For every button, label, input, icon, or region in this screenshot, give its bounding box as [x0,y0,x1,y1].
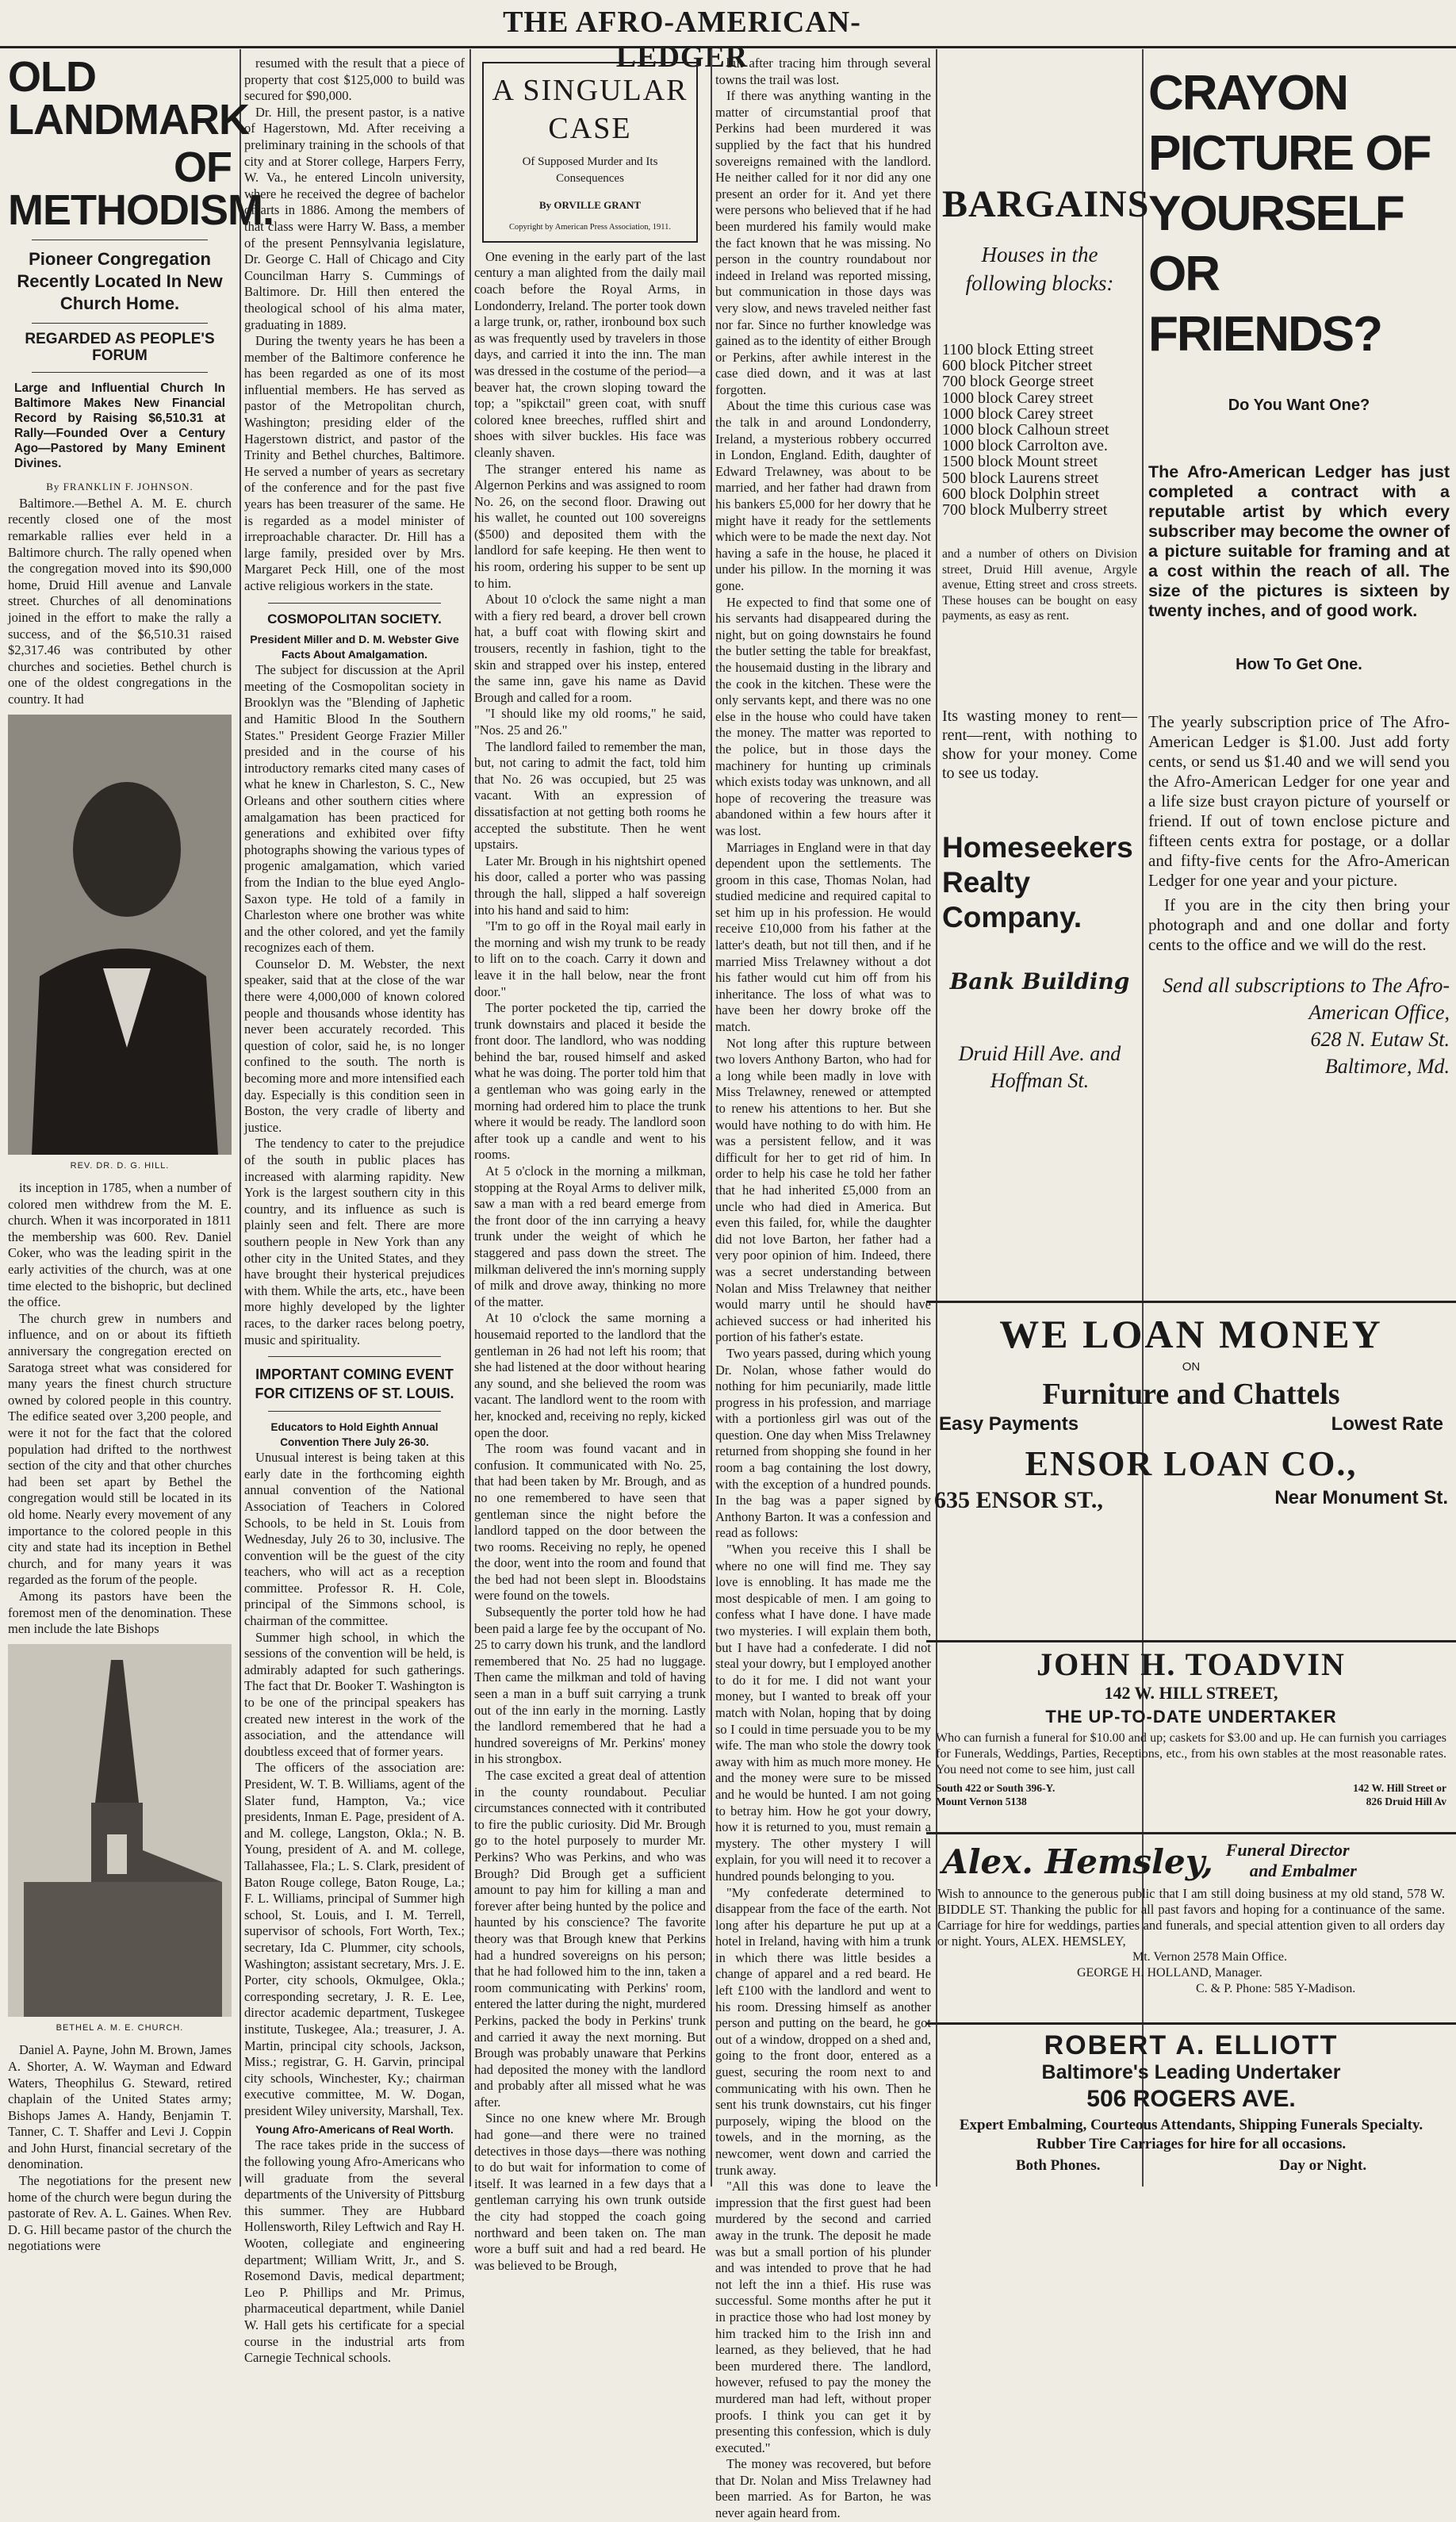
contact-line: Mt. Vernon 2578 Main Office. [1132,1950,1287,1964]
hemsley-body: Wish to announce to the generous public that I am still doing business at my old stand, 578 W. BIDDLE ST. Thanking the public for all past favors and hoping for a continuance of the same. Carriage for hire for weddings, parties and funerals, and special attention given to all orders day or night. Yours, ALEX. HEMSLEY, [937,1886,1445,1949]
paragraph: "I'm to go off in the Royal mail early in the morning and wish my trunk to be ready to lift on to the coach. Carry it down and leave it in the hall below, near the front door." [474,918,706,999]
paragraph: If there was anything wanting in the matter of circumstantial proof that Perkins had been murdered it was supplied by the fact that his hundred sovereigns remained with the landlord. He neither called for it nor did any one present an order for it. And yet there were persons who believed that if he had been murdered his family would make the fact known that he was missing. No person in the country roundabout nor indeed in Ireland was reported missing, but communication in those days was very slow, and news traveled neither fast nor far. Since no further knowledge was gained as to the identity of either Brough or Perkins, after awhile interest in the case died down, and it was at last forgotten. [715,88,931,397]
bargains-address [942,1041,1137,1094]
portrait-caption: REV. DR. D. G. HILL. [70,1160,170,1171]
paragraph: The officers of the association are: President, W. T. B. Williams, agent of the Slater fund, Hampton, Va.; vice presidents, Inman E. Page, president of A. and M. college, Langston, Okla.; N. B. Young, president of A. and M. college, Tallahassee, Fla.; L. S. Clark, president of Baton Rouge college, Baton Rouge, La.; F. L. Williams, principal of Summer high school, St. Louis, and I. M. Terrell, supervisor of schools, Fort Worth, Tex.; secretary, Ida C. Plummer, city schools, Washington; assistant secretary, Mrs. J. E. Porter, city schools, Okmulgee, Okla.; corresponding secretary, J. R. E. Lee, director academic department, Tuskegee institute, Tuskegee, Ala.; treasurer, J. A. Martin, principal city schools, Jackson, Miss.; registrar, G. H. Garvin, principal city schools, Winchester, Ky.; chairman executive committee, M. W. Dogan, president Wiley university, Marshall, Tex. [244,1760,465,2118]
toadvin-street: 142 W. HILL STREET, [1104,1683,1278,1703]
paragraph: During the twenty years he has been a member of the Baltimore conference he has been regarded as one of its most influential members. He has served as pastor of the Metropolitan church, Washington; presiding elder of the Hagerstown district, and pastor of the Trinity and Bethel churches, Baltimore. He served a number of years as secretary of the conference and for the past five years has been treasurer of the same. He is regarded as a model minister of irreproachable character. Dr. Hill has a large family, presided over by Mrs. Margaret Peck Hill, one of the most active religious workers in the state. [244,333,465,593]
column-rule [469,49,471,2187]
toadvin-body: Who can furnish a funeral for $10.00 and up; caskets for $3.00 and up. He can furnish you carriages for Funerals, Weddings, Parties, Receptions, etc., from his own stables at the most reasonable rates. You need not come to see him, just call [936,1731,1446,1777]
story-copyright: Copyright by American Press Association, 1911. [508,222,672,232]
story-byline: By ORVILLE GRANT [538,199,642,212]
deck-st-louis: Educators to Hold Eighth Annual Convention There July 26-30. [270,1421,439,1449]
church-caption: BETHEL A. M. E. CHURCH. [56,2022,184,2033]
paragraph: "When you receive this I shall be where no one will find me. They say love is ennobling. It has made me the most despicable of men. I am going to confess what I have done. I have made two mysteries. I will explain them both, but I have had a confederate. I did not steal your dowry, but I employed another to do it for me. I did not want your money, but I wanted to break off your match with Nolan, hoping that by doing so I could in time persuade you to be my wife. The man who stole the dowry took away with him as much more money. He and the money were sure to be missed and he would be hunted. I am not going to betray him. How he got your dowry, how it is returned to you, must remain a mystery. The other mystery I will explain, for you will need it to recover a hundred pounds belonging to you. [715,1542,931,1884]
crayon-city: If you are in the city then bring your photograph and and one dollar and forty cents to the office and we will do the rest. [1148,895,1450,954]
company-name-line: Realty [942,865,1031,899]
paragraph: Summer high school, in which the sessions of the convention will be held, is admirably adapted for such gatherings. The fact that Dr. Booker T. Washington is to be one of the principal speakers has created new interest in the work of the association, and the attendance will doubtless exceed that of former years. [244,1629,465,1759]
paragraph: The case excited a great deal of attention in the county roundabout. Peculiar circumstances connected with it contributed to fire the public curiosity. Did Mr. Brough go to the hotel purposely to murder Mr. Perkins? Who was Perkins, and who was Brough? Did Brough get a sufficient amount to pay him for killing a man and forever after being hunted by the police and haunted by his conscience? The favorite theory was that Brough knew that Perkins had a hundred sovereigns on his person; that he had followed him to the inn, taken a room communicating with Perkins' room, entered the latter during the night, murdered Perkins, packed the body in Perkins' trunk and carried it away the next morning. But Brough was probably unaware that Perkins had deposited the money with the landlord and probably after all missed what he was after. [474,1768,706,2110]
loan-title: WE LOAN MONEY [999,1312,1383,1356]
hemsley-header [926,1840,1456,1881]
byline: By FRANKLIN F. JOHNSON. [46,481,193,493]
company-name-line: Homeseekers [942,830,1133,864]
paragraph: but after tracing him through several towns the trail was lost. [715,56,931,87]
column-3 [474,56,706,2273]
crayon-title-line: PICTURE OF [1148,126,1431,181]
paragraph: The negotiations for the present new home of the church were begun during the pastorate of Rev. A. L. Gaines. When Rev. D. G. Hill became pastor of the church the negotiations were [8,2173,232,2254]
masthead: THE AFRO-AMERICAN-LEDGER [503,6,861,74]
column-rule [239,49,241,2187]
paragraph: "All this was done to leave the impression that the first guest had been murdered by the second and carried away in the trunk. The deposit he made was but a small portion of his plunder and was intended to prove that he had not left the inn a thief. His ruse was successful. Some months after he put it in practice those who had lost money by him tracked him to the Irish inn and learned, as they believed, that he had been murdered there. The landlord, however, refused to pay the money the murdered man had left, without proper proofs. I think you can get it by presenting this confession, which is duly executed." [715,2179,931,2455]
loan-subtitle: Furniture and Chattels [1042,1378,1340,1411]
crayon-body: The Afro-American Ledger has just completed a contract with a reputable artist by which every subscriber may become the owner of a picture suitable for framing and at a cost within the reach of all. The size of the pictures is sixteen by twenty inches, and of good work. [1148,462,1450,620]
divider [268,1411,441,1412]
phone-line: 142 W. Hill Street or [1353,1782,1446,1794]
send-line: Baltimore, Md. [1324,1055,1450,1078]
contact-line: C. & P. Phone: 585 Y-Madison. [1196,1982,1356,1995]
toadvin-phones [926,1778,1456,1808]
loan-company: ENSOR LOAN CO., [1025,1444,1358,1483]
toadvin-name: JOHN H. TOADVIN [1036,1646,1346,1682]
paragraph: Marriages in England were in that day dependent upon the settlements. The groom in this case, Thomas Nolan, had studied medicine and required capital to set him up in his profession. He would receive £10,000 from his father at the latter's death, but not till then, and if he married Miss Trelawney without a dot his father would cut him off from his inheritance. The loss of what was to have been her dowry broke off the match. [715,839,931,1035]
block-item: 1500 block Mount street [942,453,1098,471]
block-item: 700 block Mulberry street [942,501,1108,519]
column-4 [715,56,931,2521]
paragraph: resumed with the result that a piece of property that cost $125,000 to build was secured for $90,000. [244,56,465,104]
divider [268,603,441,604]
loan-address-street: 635 ENSOR ST., [934,1487,1103,1513]
paragraph: At 5 o'clock in the morning a milkman, stopping at the Royal Arms to deliver milk, saw a man with a red beard emerge from the front door of the inn carrying a heavy trunk under the weight of which he staggered and pass down the street. The milkman delivered the inn's morning supply of milk and drove away, thinking no more of the matter. [474,1163,706,1309]
loan-address [926,1487,1456,1514]
hemsley-contact [926,1949,1456,1997]
elliott-body: Expert Embalming, Courteous Attendants, Shipping Funerals Specialty. Rubber Tire Carriages for hire for all occasions. [959,2117,1423,2152]
toadvin-phone-left [936,1781,1055,1808]
headline-old-landmark: OLD LANDMARK [8,53,249,144]
story-title-box [482,62,698,243]
company-name [942,830,1137,935]
portrait-photo [8,715,232,1155]
paragraph: The money was recovered, but before that Dr. Nolan and Miss Trelawney had been married. As for Barton, he was never again heard from. [715,2456,931,2521]
phone-line: South 422 or South 396-Y. [936,1782,1056,1794]
block-item: 600 block Pitcher street [942,357,1093,375]
block-item: 600 block Dolphin street [942,485,1100,503]
elliott-ad [926,2030,1456,2189]
paragraph: The church grew in numbers and influence, and on or about its fiftieth anniversary the congregation erected on Saratoga street what was considered for many years the finest church structure owned by colored people in this country. The edifice seated over 3,200 people, and were it not for the fact that the colored population had drifted to the northwest section of the city and that other churches had been set apart by Bethel the congregation would still be located in its old home. Nearly every movement of any importance to the colored people in this city and state had its inception in Bethel church, and for many years it was regarded as the forum of the people. [8,1310,232,1588]
story-title-2: CASE [548,112,632,145]
paragraph: The room was found vacant and in confusion. It communicated with No. 25, that had been taken by Mr. Brough, and as no one remembered to have seen that gentleman since the night before the landlord tapped on the door between the two rooms. Receiving no reply, he opened the door, went into the room and found that the bed had not been slept in. Bloodstains were found on the towels. [474,1441,706,1604]
paragraph: Not long after this rupture between two lovers Anthony Barton, who had for a long while been madly in love with Miss Trelawney, renewed or attempted to renew his attentions to her. But she would have nothing to do with him. He was a persistent fellow, and it was difficult for her to get rid of him. In order to help his case he told her father that he had inherited £5,000 from an uncle who had died in America. But even this failed, for, while the daughter did not love Barton, her father had a very poor opinion of him. Indeed, there was a secret understanding between Nolan and Miss Trelawney that neither would marry until he should have achieved success or had inherited his portion of his father's estate. [715,1035,931,1345]
address-line: Druid Hill Ave. and [958,1041,1121,1065]
block-item: 1100 block Etting street [942,341,1094,358]
bargains-others: and a number of others on Division street, Druid Hill avenue, Argyle avenue, Etting street and cross streets. These houses can be bought on easy payments, as easy as rent. [942,547,1137,623]
crayon-title-line: CRAYON [1148,66,1347,121]
hemsley-name: Alex. Hemsley, [942,1842,1213,1881]
paragraph: Among its pastors have been the foremost men of the denomination. These men include the late Bishops [8,1588,232,1637]
role-line: Funeral Director [1225,1840,1350,1860]
crayon-title-line: OR FRIENDS? [1148,247,1381,362]
bank-building: Bank Building [949,968,1130,995]
crayon-title-line: YOURSELF [1148,186,1404,241]
deck-cosmopolitan: President Miller and D. M. Webster Give Facts About Amalgamation. [250,633,459,661]
paragraph: Subsequently the porter told how he had been paid a large fee by the occupant of No. 25 to carry down his trunk, and the landlord remembered that No. 25 had no luggage. Then came the milkman and told of having seen a man in a buff suit carrying a trunk out of the inn early in the morning. Lastly the landlord remembered that he had a hundred sovereigns of Mr. Perkins' money in his strongbox. [474,1604,706,1767]
block-item: 1000 block Carey street [942,404,1094,423]
paragraph: Later Mr. Brough in his nightshirt opened his door, called a porter who was passing through the hall, slipped a half sovereign into his hand and said to him: [474,853,706,918]
paragraph: The race takes pride in the success of the following young Afro-Americans who will graduate from the several departments of the University of Pittsburg this summer. They are Hubbard Hollensworth, Riley Leftwich and Ray H. Wooten, collegiate and engineering department; William Writt, Jr., and S. Rosemond Davis, medical department; Leo P. Phillips and Mr. Primus, pharmaceutical department, while Daniel W. Hall gets his certificate for a special course in the industrial arts from Carnegie Technical schools. [244,2137,465,2366]
send-line: Send all subscriptions to The Afro-American Office, [1163,974,1450,1024]
headline-cosmopolitan: COSMOPOLITAN SOCIETY. [267,611,442,627]
paragraph: He expected to find that some one of his servants had disappeared during the night, but on going downstairs he found the butler setting the table for breakfast, the housemaid dusting in the library and the cook in the kitchen. These were the only servants kept, and there was no one else in the house who could have taken the money. The matter was reported to the police, but in those days the machinery for hunting up criminals which exists today was unknown, and all hope of recovering the treasure was abandoned within a few hours after it was lost. [715,594,931,838]
paragraph: About the time this curious case was the talk in and around Londonderry, Ireland, a mysterious robbery occurred in London, England. Edith, daughter of Edward Trelawney, was about to be married, and her father had drawn from his bankers £5,000 for her dowry that he might have it ready for the settlements which were to be made the next day. Not having a safe in the house, he placed it under his pillow. In the morning it was gone. [715,398,931,593]
column-rule [711,49,712,2187]
loan-term: Easy Payments [939,1413,1079,1435]
toadvin-phone-right [1353,1781,1446,1808]
elliott-name: ROBERT A. ELLIOTT [1044,2030,1339,2060]
bargains-title: BARGAINS [942,183,1150,225]
column-1 [8,53,274,2254]
crayon-send [1148,972,1450,1080]
loan-ad [926,1301,1456,1642]
bargains-rent: Its wasting money to rent—rent—rent, with nothing to show for your money. Come to see us today. [942,707,1137,782]
paragraph: One evening in the early part of the last century a man alighted from the daily mail coach before the Royal Arms, in Londonderry, Ireland. The porter took down a large trunk, or, rather, ironbound box such as was frequently used by travelers in those days, and carried it into the inn. The man was dressed in the costume of the period—a beaver hat, the crown sloping toward the top; a "spikctail" green coat, with snuff colored knee breeches, ruffled shirt and shoes with silver buckles. His face was cleanly shaven. [474,248,706,460]
crayon-ad [1148,63,1450,1285]
crayon-question: Do You Want One? [1228,397,1370,414]
church-image [8,1644,232,2017]
loan-terms [926,1413,1456,1435]
church-photo [8,1644,232,2017]
block-item: 1000 block Carrolton ave. [942,437,1108,455]
company-name-line: Company. [942,900,1082,933]
divider [32,323,208,324]
deck-summary: Large and Influential Church In Baltimore Makes New Financial Record by Raising $6,510.31 at Rally—Founded Over a Century Ago—Pastored by Many Eminent Divines. [14,381,225,471]
paragraph: The subject for discussion at the April meeting of the Cosmopolitan society in Brooklyn was the "Blending of Japhetic and Hamitic Blood In the Southern States." President George Frazier Miller presided and in the course of his introductory remarks cited many cases of what he knew in Charleston, S. C., New Orleans and other southern cities where amalgamation has been practiced for generations and exhibited over fifty photographs showing the various types of progenic amalgamation, which varied from the Indian to the blue eyed Anglo-Saxon type. He told of a family in Charleston where one brother was white and the other colored, and yet the family recognizes each of them. [244,662,465,956]
paragraph: The landlord failed to remember the man, but, not caring to admit the fact, told him that No. 26 was occupied, but 25 was vacant. With an expression of dissatisfaction at not getting both rooms he accepted the substitute. Then he went upstairs. [474,738,706,853]
elliott-phone: Both Phones. [1015,2157,1101,2174]
paragraph: Daniel A. Payne, John M. Brown, James A. Shorter, A. W. Wayman and Edward Waters, Theophilus G. Steward, retired chaplain of the United States army; Bishops James A. Handy, Benjamin T. Tanner, C. T. Shaffer and Levi J. Coppin and John Hurst, financial secretary of the denomination. [8,2042,232,2172]
paragraph: About 10 o'clock the same night a man with a fiery red beard, a drover bell crown hat, a buff coat with flowing skirt and trousers, recently in fashion, tight to the skin and strapped over his instep, entered the same inn, gave his name as David Brough and called for a room. [474,592,706,705]
column-2 [244,56,465,2366]
deck-forum: REGARDED AS PEOPLE'S FORUM [25,331,215,364]
phone-line: Mount Vernon 5138 [936,1796,1027,1807]
paragraph: its inception in 1785, when a number of colored men withdrew from the M. E. church. When it was incorporated in 1811 the membership was 600. Rev. Daniel Coker, who was the leading spirit in the early activities of the church, was at one time elected to the bishopric, but declined the office. [8,1180,232,1310]
elliott-address: 506 ROGERS AVE. [1086,2086,1296,2112]
paragraph: "My confederate determined to disappear from the face of the earth. Not long after his departure he put up at a hotel in Ireland, having with him a trunk in which there was little besides a change of apparel and a red beard. He left £100 with the landlord and went to his room. Dressing himself as another person and putting on the beard, he got out of a window, dropped on a shed and, going to the front door, entered as a guest, securing the room next to and communicating with his own. Then he sent his trunk downstairs, cut his finger purposely, wiping the blood on the towels, and in the morning, as the newcomer, went down and carried the trunk away. [715,1884,931,2178]
address-line: Hoffman St. [990,1068,1090,1092]
phone-line: 826 Druid Hill Av [1366,1796,1446,1807]
bargains-list [942,342,1137,518]
toadvin-ad [926,1646,1456,1834]
paragraph: Counselor D. M. Webster, the next speaker, said that at the close of the war there were 4,000,000 of known colored people and thousands whose identity has never been accurately recorded. This question of color, said he, is no longer confined to the south. The north is becoming more and more intensified each day. Especially is this condition seen in Boston, the very cradle of liberty and justice. [244,956,465,1135]
paragraph: "I should like my old rooms," he said, "Nos. 25 and 26." [474,706,706,738]
headline-young-afro: Young Afro-Americans of Real Worth. [255,2123,454,2137]
hemsley-ad [926,1840,1456,2025]
portrait-image [8,715,232,1155]
deck-pioneer: Pioneer Congregation Recently Located In New Church Home. [17,249,223,313]
role-line: and Embalmer [1249,1861,1357,1880]
block-item: 1000 block Carey street [942,389,1094,407]
paragraph: Dr. Hill, the present pastor, is a native of Hagerstown, Md. After receiving a preliminary training in the schools of that city and at Storer college, Harpers Ferry, W. Va., he entered Lincoln university, where he received the degree of bachelor of arts in 1886. Among the members of that class were Harry W. Bass, a member of the present Pennsylvania legislature, Dr. George C. Hall of Chicago and City Councilman Harry S. Cummings of Baltimore. Dr. Hill then entered the theological school of his alma mater, graduating in 1889. [244,104,465,332]
hemsley-role [1226,1840,1357,1881]
paragraph: Unusual interest is being taken at this early date in the forthcoming eighth annual convention of the National Association of Teachers in Colored Schools, to be held in St. Louis from Wednesday, July 26 to 30, inclusive. The convention will be the guest of the city teachers, who will act as a reception committee. Professor R. H. Cole, principal of the Simmons school, is chairman of the committee. [244,1450,465,1629]
crayon-headline [1148,63,1450,365]
crayon-price: The yearly subscription price of The Afro-American Ledger is $1.00. Just add forty cents, or send us $1.40 and we will send you the Afro-American Ledger for one year and a life size bust crayon picture of yourself or friend. If out of town enclose picture and fifteen cents extra for postage, or a dollar and fifty-five cents for the Afro-American Ledger for one year and your picture. [1148,712,1450,890]
divider [32,372,208,373]
paragraph: Since no one knew where Mr. Brough had gone—and there were no trained detectives in those days—there was nothing to do but wait for information to come of itself. It was learned in a few days that a gentleman carrying his own trunk outside the city had stopped the coach going northward and been taken on. The man wore a buff suit and had a red beard. He was believed to be Brough, [474,2110,706,2273]
bargains-ad [942,182,1150,1372]
paragraph: The porter pocketed the tip, carried the trunk downstairs and placed it beside the front door. The landlord, who was nodding behind the bar, roused himself and asked what he was doing. The porter told him that a gentleman who was going early in the morning had ordered him to place the trunk where it would be ready. The landlord soon after took up a candle and went to his rooms. [474,1000,706,1163]
block-item: 500 block Laurens street [942,469,1099,487]
contact-line: GEORGE H. HOLLAND, Manager. [1077,1966,1263,1980]
paragraph: At 10 o'clock the same morning a housemaid reported to the landlord that the gentleman in 26 had not left his room; that she had listened at the door without hearing any sound, and she believed the room was vacant. The landlord went to the room with her, knocked and, receiving no reply, kicked open the door. [474,1310,706,1440]
elliott-phones [926,2157,1456,2175]
elliott-tagline: Baltimore's Leading Undertaker [1041,2061,1341,2083]
headline-of-methodism: OF METHODISM. [8,144,274,234]
paragraph: The tendency to cater to the prejudice of the south in public places has increased with alarming rapidity. New York is the largest southern city in this country, and its influence as such is plainly seen and felt. There are more southern people in New York than any other city in the United States, and they have brought their hysterical prejudices with them. While the arts, etc., have been more highly developed by the lighter races, to the darker races belong poetry, music and spirituality. [244,1136,465,1347]
block-item: 1000 block Calhoun street [942,421,1109,439]
elliott-hours: Day or Night. [1279,2157,1367,2174]
headline-st-louis: IMPORTANT COMING EVENT FOR CITIZENS OF ST. LOUIS. [255,1366,454,1402]
story-title-1: A SINGULAR [492,74,688,107]
paragraph: Two years passed, during which young Dr. Nolan, whose father would do nothing for him pecuniarily, made little progress in his profession, and marriage with a portionless girl was out of the question. One day when Miss Trelawney returned from shopping she found in her room a bag containing the lost dowry, with the exception of a hundred pounds. In the bag was a paper signed by Anthony Barton. It was a confession and read as follows: [715,1345,931,1541]
paragraph: The stranger entered his name as Algernon Perkins and was assigned to room No. 26, on the second floor. Drawing out his wallet, he counted out 100 sovereigns ($500) and deposited them with the landlord for safe keeping. He then went to his room, ordering his supper to be sent up to him. [474,461,706,591]
crayon-how: How To Get One. [1236,656,1362,673]
loan-address-near: Near Monument St. [1274,1487,1448,1508]
paragraph: Baltimore.—Bethel A. M. E. church recently closed one of the most remarkable rallies ever held in a Baltimore church. The rally opened when the congregation moved into its $90,000 home, Druid Hill avenue and Lanvale street. Churches of all denominations joined in the effort to make the rally a success, and of the $6,510.31 raised $2,317.46 was contributed by other churches and societies. Bethel church is one of the oldest congregations in the country. It had [8,495,232,707]
toadvin-tagline: THE UP-TO-DATE UNDERTAKER [1045,1707,1337,1727]
send-line: 628 N. Eutaw St. [1310,1028,1450,1051]
loan-on: ON [1182,1360,1201,1374]
block-item: 700 block George street [942,373,1094,391]
divider [268,1356,441,1357]
loan-term: Lowest Rate [1331,1413,1443,1435]
bargains-intro: Houses in the following blocks: [965,243,1114,295]
story-subtitle: Of Supposed Murder and Its Consequences [522,155,658,185]
masthead-rule [0,46,1456,48]
